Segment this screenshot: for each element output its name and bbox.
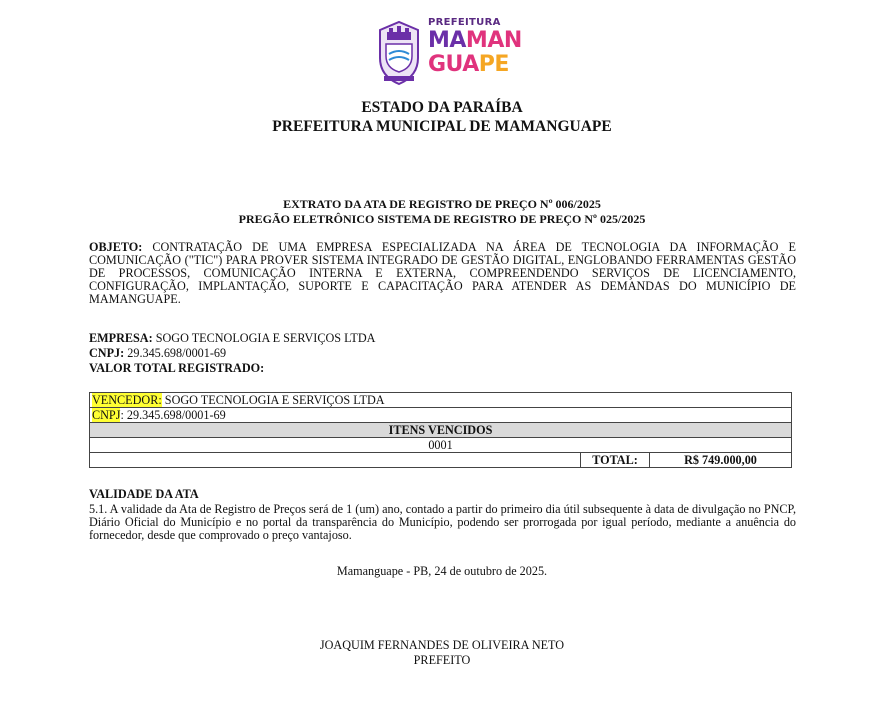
item-number-cell: 0001: [90, 438, 792, 453]
document-title: EXTRATO DA ATA DE REGISTRO DE PREÇO Nº 006/2025: [283, 197, 601, 211]
table-row: [90, 393, 792, 408]
vencedor-cell: [90, 393, 792, 408]
state-heading: ESTADO DA PARAÍBA: [361, 99, 523, 116]
table-row: [90, 423, 792, 438]
cnpj-label: CNPJ:: [89, 346, 125, 360]
vencedor-value: SOGO TECNOLOGIA E SERVIÇOS LTDA: [161, 393, 385, 407]
empresa-label: EMPRESA:: [89, 331, 153, 345]
table-row: [90, 453, 792, 468]
total-value: R$ 749.000,00: [650, 453, 792, 468]
empresa-value: SOGO TECNOLOGIA E SERVIÇOS LTDA: [152, 331, 376, 345]
validade-paragraph: 5.1. A validade da Ata de Registro de Preços será de 1 (um) ano, contado a partir do primeiro dia útil subsequente à data de divulgação no PNCP, Diário Oficial do Município e no portal da transparência do Município, podendo ser prorrogada por igual período, mediante a anuência do fornecedor, desde que comprovado o preço vantajoso.: [89, 502, 796, 542]
prefeitura-logo: [372, 12, 522, 96]
cnpj-value: 29.345.698/0001-69: [124, 346, 227, 360]
winner-table: [89, 392, 792, 468]
municipality-heading: PREFEITURA MUNICIPAL DE MAMANGUAPE: [272, 118, 612, 135]
coat-of-arms-icon: [374, 20, 424, 88]
total-label: TOTAL:: [581, 453, 650, 468]
logo-line-2: GUAPE: [428, 52, 509, 77]
empresa-line: [89, 332, 375, 345]
validade-heading: VALIDADE DA ATA: [89, 487, 199, 501]
table-cnpj-label: CNPJ: [92, 408, 121, 422]
vencedor-label: VENCEDOR:: [92, 393, 162, 407]
logo-prefeitura-text: PREFEITURA: [428, 17, 501, 28]
place-date: Mamanguape - PB, 24 de outubro de 2025.: [336, 564, 548, 578]
objeto-text: CONTRATAÇÃO DE UMA EMPRESA ESPECIALIZADA NA ÁREA DE TECNOLOGIA DA INFORMAÇÃO E COMUNICAÇÃO ("TIC") PARA PROVER SISTEMA INTEGRADO DE GESTÃO DIGITAL, ENGLOBANDO FERRAMENTAS GESTÃO DE PROCESSOS, COMUNICAÇÃO INTERNA E EXTERNA, COMPREENDENDO SERVIÇOS DE LICENCIAMENTO, CONFIGURAÇÃO, IMPLANTAÇÃO, SUPORTE E CAPACITAÇÃO PARA ATENDER AS DEMANDAS DO MUNICÍPIO DE MAMANGUAPE.: [89, 240, 796, 306]
empty-cell: [90, 453, 581, 468]
objeto-paragraph: [89, 241, 796, 306]
cnpj-cell: [90, 408, 792, 423]
itens-vencidos-header: ITENS VENCIDOS: [90, 423, 792, 438]
objeto-label: OBJETO:: [89, 240, 143, 254]
valor-total-label: VALOR TOTAL REGISTRADO:: [89, 361, 265, 375]
table-row: [90, 438, 792, 453]
table-row: [90, 408, 792, 423]
table-cnpj-value: : 29.345.698/0001-69: [120, 408, 226, 422]
signatory-name: JOAQUIM FERNANDES DE OLIVEIRA NETO: [319, 638, 565, 652]
logo-line-1: MAMAN: [428, 28, 522, 53]
cnpj-line: [89, 347, 226, 360]
signatory-role: PREFEITO: [413, 653, 471, 667]
document-subtitle: PREGÃO ELETRÔNICO SISTEMA DE REGISTRO DE PREÇO Nº 025/2025: [238, 212, 646, 226]
